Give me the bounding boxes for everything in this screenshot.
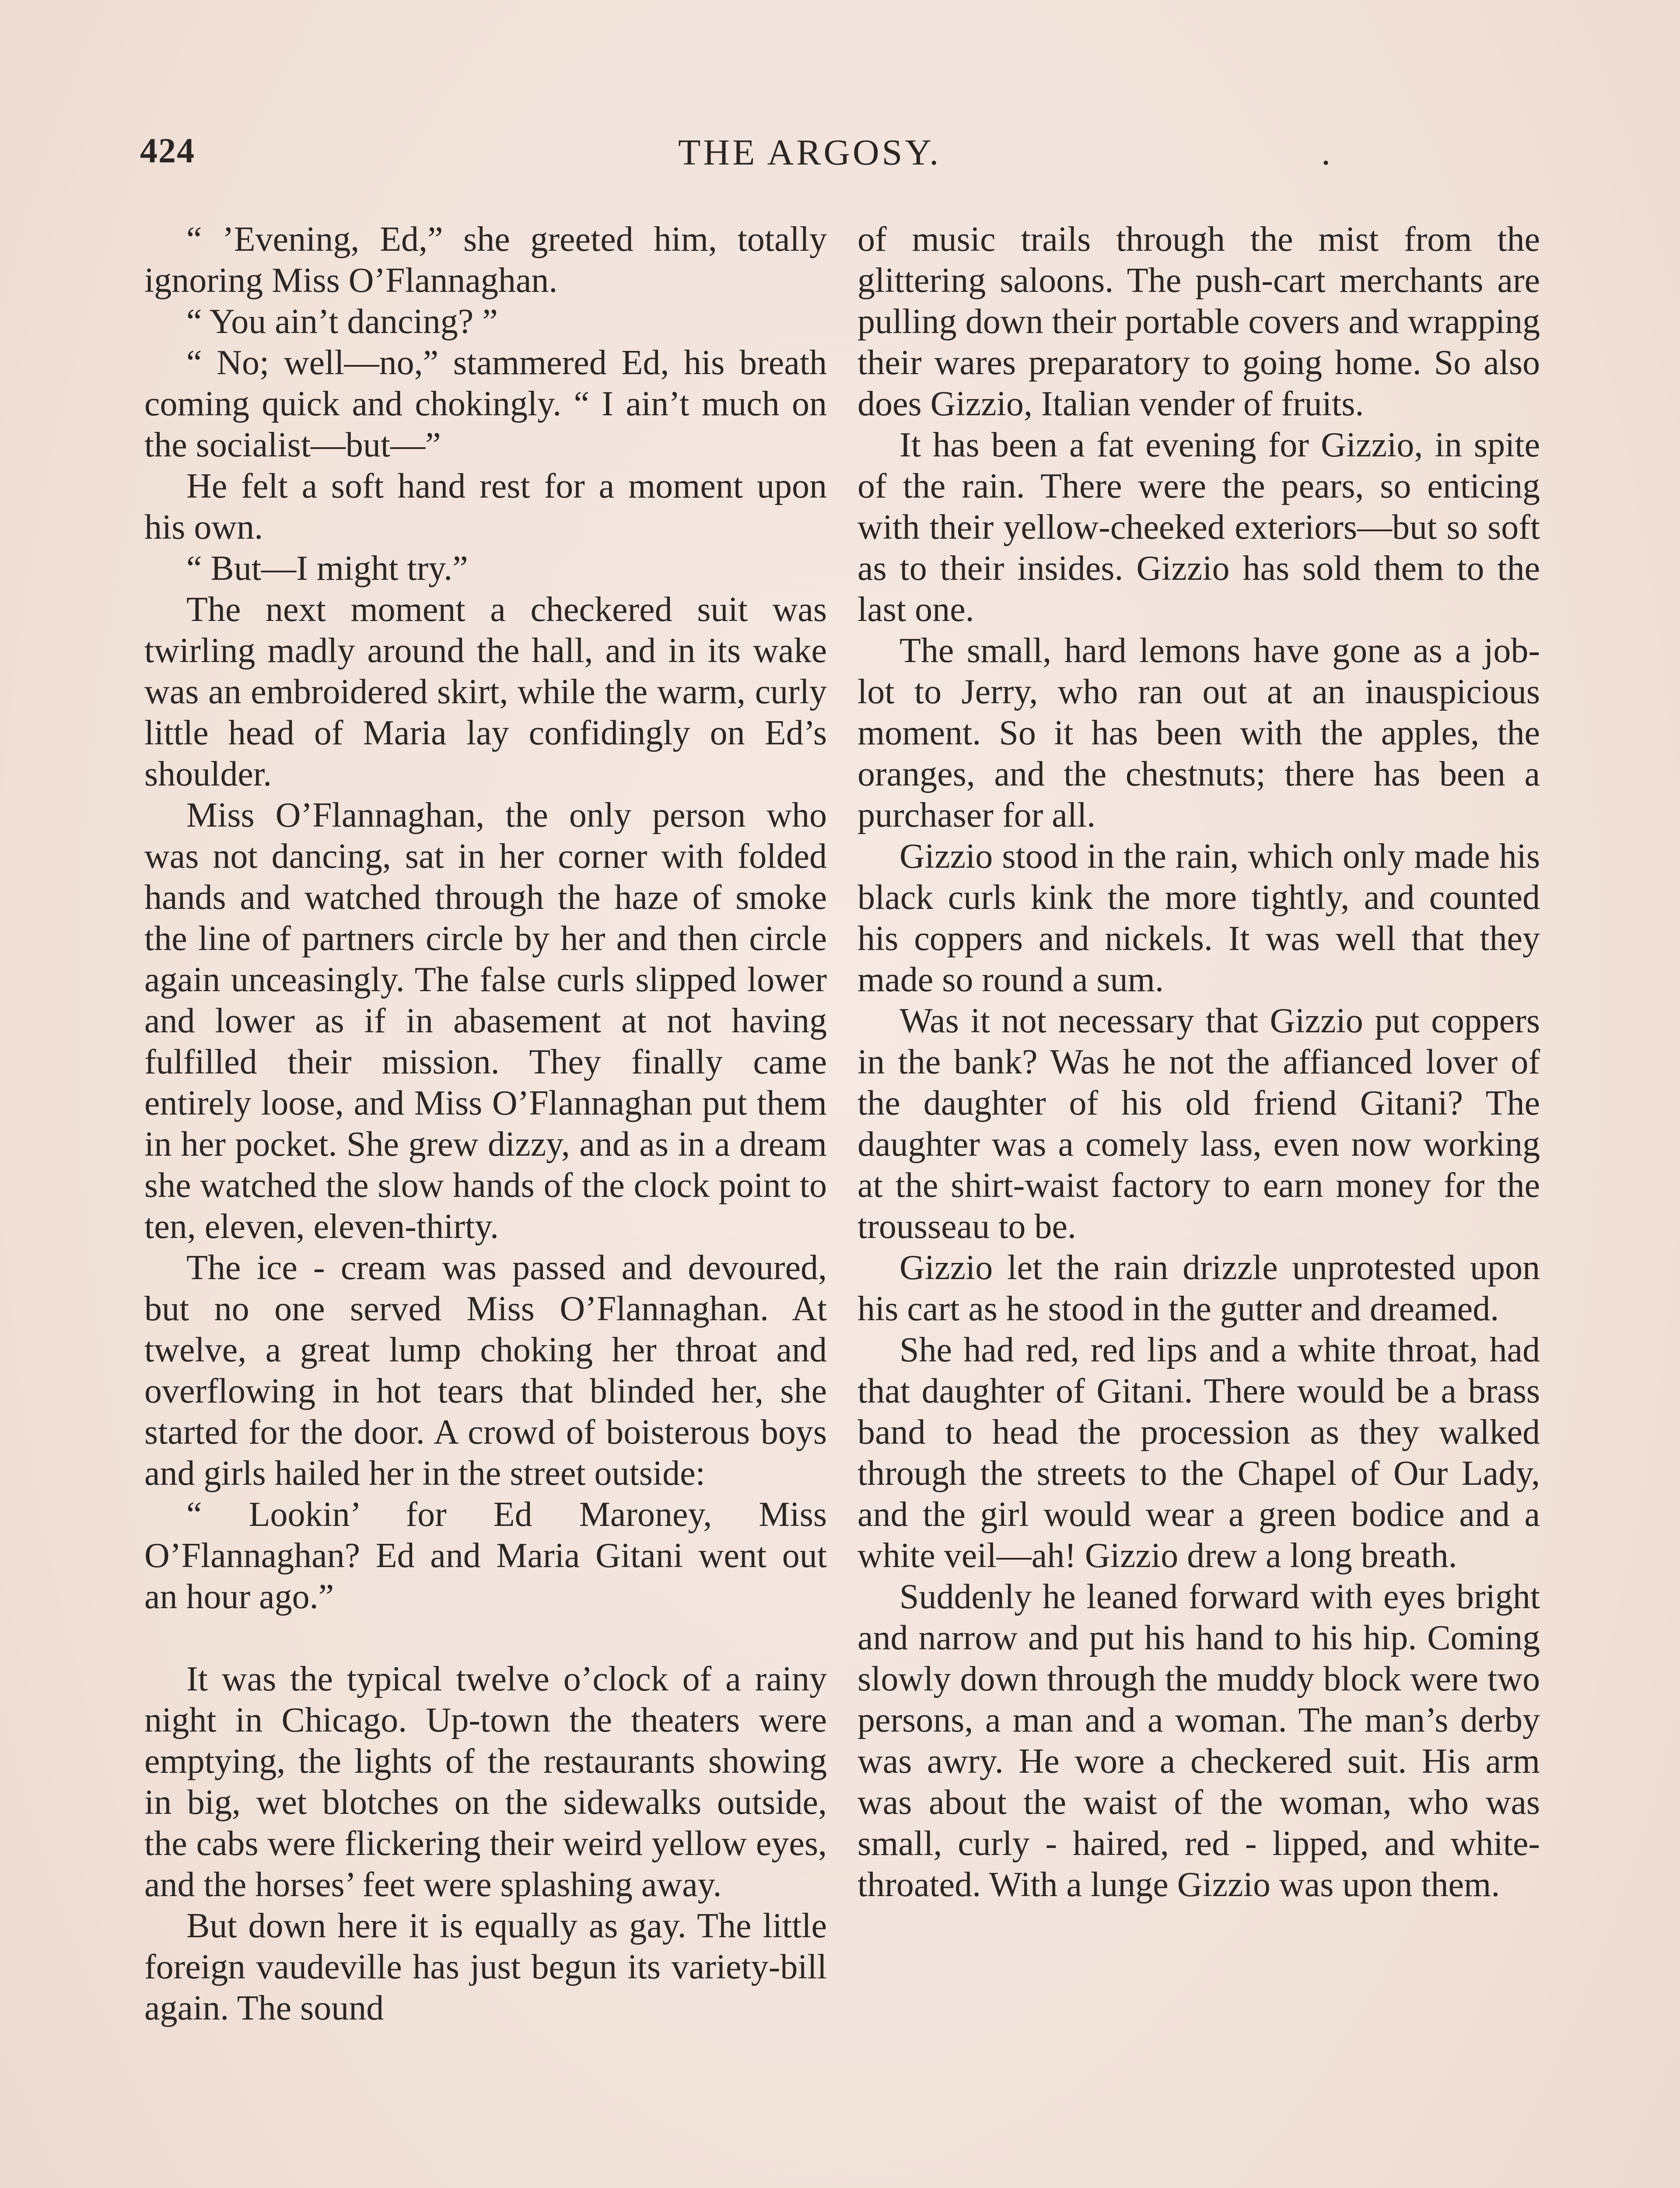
paragraph: “ You ain’t dancing? ”	[186, 302, 498, 341]
paragraph: of music trails through the mist from the glittering saloons. The push-cart merchants are pulling down their portable covers and wrapping their wares preparatory to going home. So also does Gizzio, Italian vender of fruits.	[858, 220, 1540, 423]
paragraph: “ Lookin’ for Ed Maroney, Miss O’Flannaghan? Ed and Maria Gitani went out an hour ago.”	[144, 1495, 827, 1616]
paragraph: Miss O’Flannaghan, the only person who was not dancing, sat in her corner with folded hands and watched through the haze of smoke the line of partners circle by her and then circle again unceasingly. The false curls slipped lower and lower as if in abasement at not having fulfilled their mission. They finally came entirely loose, and Miss O’Flannaghan put them in her pocket. She grew dizzy, and as in a dream she watched the slow hands of the clock point to ten, eleven, eleven-thirty.	[144, 796, 827, 1246]
paragraph: Suddenly he leaned forward with eyes bright and narrow and put his hand to his hip. Coming slowly down through the muddy block were two persons, a man and a woman. The man’s derby was awry. He wore a checkered suit. His arm was about the waist of the woman, who was small, curly - haired, red - lipped, and white-throated. With a lunge Gizzio was upon them.	[858, 1578, 1540, 1904]
left-column	[144, 219, 827, 2029]
running-title: THE ARGOSY.	[678, 132, 942, 173]
paragraph: He felt a soft hand rest for a moment upon his own.	[144, 467, 827, 547]
paragraph: Gizzio stood in the rain, which only made his black curls kink the more tightly, and counted his coppers and nickels. It was well that they made so round a sum.	[858, 837, 1540, 999]
page-header	[140, 131, 1540, 179]
paragraph: She had red, red lips and a white throat, had that daughter of Gitani. There would be a brass band to head the procession as they walked through the streets to the Chapel of Our Lady, and the girl would wear a green bodice and a white veil—ah! Gizzio drew a long breath.	[858, 1331, 1540, 1575]
paragraph: It has been a fat evening for Gizzio, in spite of the rain. There were the pears, so enticing with their yellow-cheeked exteriors—but so soft as to their insides. Gizzio has sold them to the last one.	[858, 426, 1540, 629]
paragraph: Was it not necessary that Gizzio put coppers in the bank? Was he not the affianced lover of the daughter of his old friend Gitani? The daughter was a comely lass, even now working at the shirt-waist factory to earn money for the trousseau to be.	[858, 1002, 1540, 1246]
paragraph: “ ’Evening, Ed,” she greeted him, totally ignoring Miss O’Flannaghan.	[144, 220, 827, 300]
paragraph: The ice - cream was passed and devoured, but no one served Miss O’Flannaghan. At twelve, a great lump choking her throat and overflowing in hot tears that blinded her, she started for the door. A crowd of boisterous boys and girls hailed her in the street outside:	[144, 1248, 827, 1493]
page-number: 424	[140, 132, 195, 170]
paragraph: The next moment a checkered suit was twirling madly around the hall, and in its wake was an embroidered skirt, while the warm, curly little head of Maria lay confidingly on Ed’s shoulder.	[144, 590, 827, 793]
header-mark: .	[1321, 132, 1330, 173]
paragraph: But down here it is equally as gay. The little foreign vaudeville has just begun its variety-bill again. The sound	[144, 1907, 827, 2027]
paragraph: “ But—I might try.”	[186, 549, 468, 588]
paragraph: Gizzio let the rain drizzle unprotested upon his cart as he stood in the gutter and dreamed.	[858, 1248, 1540, 1328]
paragraph: The small, hard lemons have gone as a job-lot to Jerry, who ran out at an inauspicious moment. So it has been with the apples, the oranges, and the chestnuts; there has been a purchaser for all.	[858, 631, 1540, 835]
paragraph: “ No; well—no,” stammered Ed, his breath coming quick and chokingly. “ I ain’t much on the socialist—but—”	[144, 344, 827, 464]
paragraph: It was the typical twelve o’clock of a rainy night in Chicago. Up-town the theaters were emptying, the lights of the restaurants showing in big, wet blotches on the sidewalks outside, the cabs were flickering their weird yellow eyes, and the horses’ feet were splashing away.	[144, 1660, 827, 1904]
right-column	[858, 219, 1540, 1905]
